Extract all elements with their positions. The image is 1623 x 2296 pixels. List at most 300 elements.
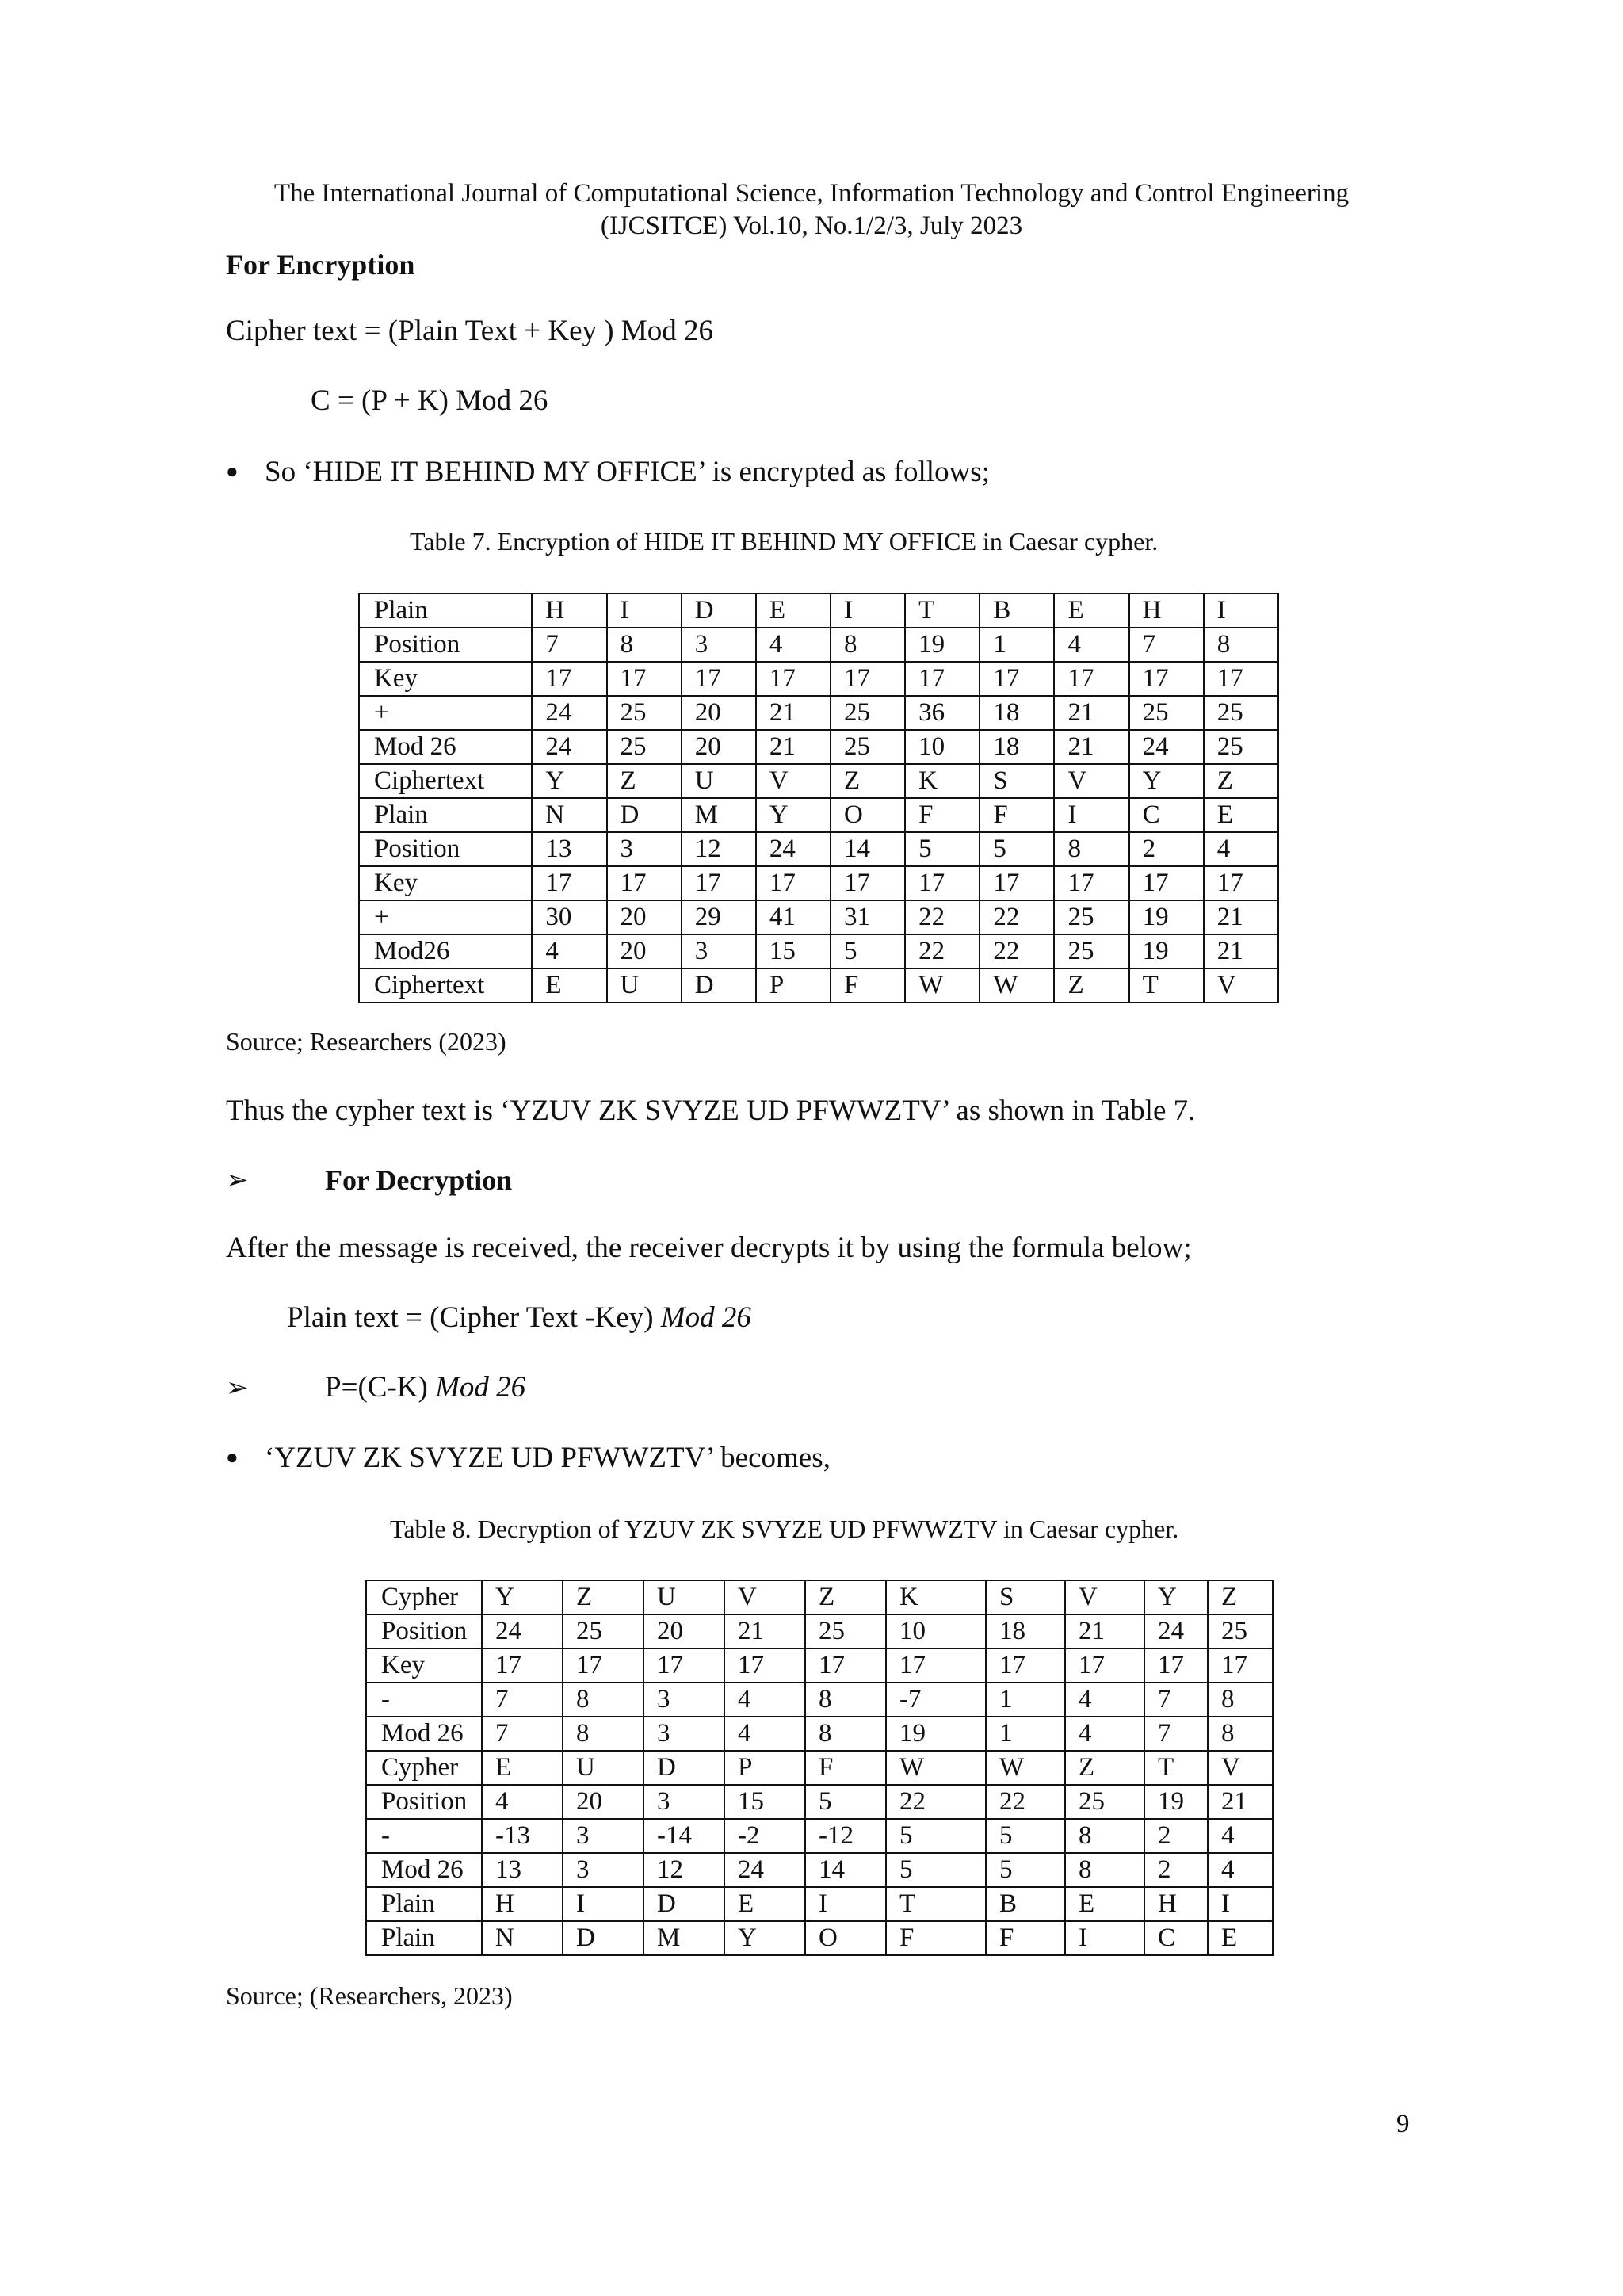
table-cell: 20: [563, 1785, 643, 1819]
table-cell: 8: [563, 1717, 643, 1751]
table-cell: 17: [886, 1648, 986, 1683]
table-row: [359, 900, 1278, 934]
table-cell: F: [986, 1921, 1065, 1955]
table-cell: 4: [1054, 628, 1128, 662]
table-cell: 25: [1054, 934, 1128, 968]
table-cell: 17: [1129, 662, 1204, 696]
table-cell: 21: [1065, 1614, 1144, 1648]
table-cell: 21: [1204, 934, 1278, 968]
table-row: [366, 1614, 1273, 1648]
table-cell: S: [980, 764, 1054, 798]
table-cell: M: [643, 1921, 724, 1955]
table-cell: 3: [563, 1819, 643, 1853]
table-cell: 7: [482, 1717, 563, 1751]
decryption-intro: After the message is received, the receiver decrypts it by using the formula below;: [226, 1232, 1192, 1264]
table-cell: 8: [1208, 1717, 1273, 1751]
table-cell: N: [532, 798, 606, 832]
table-cell: 25: [607, 696, 682, 730]
table-cell: 3: [607, 832, 682, 866]
table-cell: W: [986, 1751, 1065, 1785]
table-cell: 20: [682, 696, 756, 730]
row-label: Mod26: [359, 934, 532, 968]
table-cell: I: [805, 1887, 886, 1921]
table-cell: 20: [643, 1614, 724, 1648]
table-row: [366, 1717, 1273, 1751]
table-cell: 24: [756, 832, 831, 866]
table-cell: 19: [886, 1717, 986, 1751]
encryption-formula-symbolic: C = (P + K) Mod 26: [311, 384, 548, 417]
table-cell: 5: [986, 1853, 1065, 1887]
table-cell: B: [980, 594, 1054, 628]
table-row: [366, 1580, 1273, 1614]
table-cell: 4: [724, 1717, 805, 1751]
row-label: Mod 26: [366, 1853, 482, 1887]
table-cell: 21: [756, 696, 831, 730]
table-cell: -7: [886, 1683, 986, 1717]
table-cell: D: [563, 1921, 643, 1955]
table-cell: 1: [986, 1717, 1065, 1751]
table-cell: 24: [532, 696, 606, 730]
table-cell: 18: [980, 730, 1054, 764]
bullet-icon: ●: [226, 1446, 239, 1469]
table-cell: 4: [482, 1785, 563, 1819]
table-cell: W: [980, 968, 1054, 1003]
table-cell: 2: [1129, 832, 1204, 866]
table-cell: 17: [1054, 662, 1128, 696]
table-cell: I: [1054, 798, 1128, 832]
table-cell: 21: [1054, 730, 1128, 764]
table-row: [359, 594, 1278, 628]
row-label: Plain: [359, 798, 532, 832]
table-cell: W: [905, 968, 980, 1003]
table-cell: 17: [905, 662, 980, 696]
table-cell: T: [1129, 968, 1204, 1003]
table-cell: 19: [905, 628, 980, 662]
table-cell: 18: [980, 696, 1054, 730]
table-cell: 17: [724, 1648, 805, 1683]
table-cell: F: [905, 798, 980, 832]
table-cell: F: [831, 968, 905, 1003]
table-cell: 4: [1208, 1819, 1273, 1853]
table-cell: 4: [724, 1683, 805, 1717]
table-cell: 21: [1054, 696, 1128, 730]
table-cell: 21: [724, 1614, 805, 1648]
result-text: Thus the cypher text is ‘YZUV ZK SVYZE UD PFWWZTV’ as shown in Table 7.: [226, 1095, 1196, 1127]
table-cell: 12: [682, 832, 756, 866]
table-cell: 25: [1065, 1785, 1144, 1819]
table-cell: E: [482, 1751, 563, 1785]
table-cell: 19: [1144, 1785, 1208, 1819]
table-cell: W: [886, 1751, 986, 1785]
table-cell: 15: [756, 934, 831, 968]
table-cell: 17: [643, 1648, 724, 1683]
table-cell: 17: [682, 662, 756, 696]
table-cell: V: [1065, 1580, 1144, 1614]
row-label: Plain: [359, 594, 532, 628]
table-cell: V: [724, 1580, 805, 1614]
row-label: Key: [359, 662, 532, 696]
table-cell: 3: [643, 1717, 724, 1751]
table-row: [359, 662, 1278, 696]
table-cell: T: [1144, 1751, 1208, 1785]
table-cell: Y: [1129, 764, 1204, 798]
table-cell: H: [1129, 594, 1204, 628]
table-cell: D: [643, 1887, 724, 1921]
table-cell: 8: [805, 1683, 886, 1717]
table-row: [366, 1921, 1273, 1955]
table-cell: B: [986, 1887, 1065, 1921]
table-cell: 17: [532, 866, 606, 900]
row-label: Cypher: [366, 1751, 482, 1785]
table-cell: Z: [831, 764, 905, 798]
table8-source: Source; (Researchers, 2023): [226, 1981, 513, 2010]
table-cell: 25: [831, 730, 905, 764]
table-cell: 8: [1204, 628, 1278, 662]
table7: [358, 593, 1279, 1003]
table-cell: 17: [1054, 866, 1128, 900]
table-cell: 17: [1129, 866, 1204, 900]
table-cell: 22: [905, 900, 980, 934]
table-cell: T: [886, 1887, 986, 1921]
decryption-bullet-text: ‘YZUV ZK SVYZE UD PFWWZTV’ becomes,: [265, 1442, 831, 1474]
table-cell: -2: [724, 1819, 805, 1853]
table-cell: 8: [563, 1683, 643, 1717]
table-cell: 30: [532, 900, 606, 934]
decryption-formula-symbolic: [325, 1370, 525, 1404]
table-cell: Z: [1204, 764, 1278, 798]
table-cell: Z: [563, 1580, 643, 1614]
table-cell: 4: [1065, 1717, 1144, 1751]
table-cell: P: [724, 1751, 805, 1785]
table-cell: Z: [1208, 1580, 1273, 1614]
table-row: [359, 934, 1278, 968]
encryption-formula-text: Cipher text = (Plain Text + Key ) Mod 26: [226, 315, 713, 347]
table-cell: 1: [980, 628, 1054, 662]
table-cell: 8: [831, 628, 905, 662]
table-cell: 25: [1204, 730, 1278, 764]
table-cell: 10: [886, 1614, 986, 1648]
table-cell: 14: [805, 1853, 886, 1887]
table-cell: F: [886, 1921, 986, 1955]
table-row: [366, 1785, 1273, 1819]
table-cell: 22: [905, 934, 980, 968]
table-cell: 25: [607, 730, 682, 764]
table-cell: O: [805, 1921, 886, 1955]
table-cell: I: [607, 594, 682, 628]
table-cell: 36: [905, 696, 980, 730]
table-row: [359, 832, 1278, 866]
table-cell: 4: [532, 934, 606, 968]
table-cell: I: [1065, 1921, 1144, 1955]
decryption-formula-text: [287, 1301, 751, 1335]
table-cell: I: [1208, 1887, 1273, 1921]
table-cell: H: [532, 594, 606, 628]
table-row: [366, 1683, 1273, 1717]
bullet-icon: ●: [226, 460, 239, 483]
table-cell: 25: [831, 696, 905, 730]
table-cell: C: [1129, 798, 1204, 832]
table-cell: 31: [831, 900, 905, 934]
table-cell: 22: [986, 1785, 1065, 1819]
table-cell: 4: [756, 628, 831, 662]
encryption-heading: For Encryption: [226, 249, 415, 281]
table-cell: 1: [986, 1683, 1065, 1717]
table-cell: -13: [482, 1819, 563, 1853]
table-cell: 22: [980, 934, 1054, 968]
table-cell: 4: [1065, 1683, 1144, 1717]
table-cell: 17: [607, 866, 682, 900]
table-cell: E: [1065, 1887, 1144, 1921]
table-cell: 17: [831, 866, 905, 900]
table-cell: 19: [1129, 934, 1204, 968]
table-cell: I: [563, 1887, 643, 1921]
table-cell: F: [980, 798, 1054, 832]
row-label: Position: [366, 1614, 482, 1648]
row-label: Ciphertext: [359, 764, 532, 798]
table-cell: D: [682, 594, 756, 628]
table-cell: H: [1144, 1887, 1208, 1921]
table-row: [359, 730, 1278, 764]
table-cell: 3: [643, 1683, 724, 1717]
table-cell: 8: [607, 628, 682, 662]
table-cell: 17: [905, 866, 980, 900]
table-cell: S: [986, 1580, 1065, 1614]
table-cell: 17: [1204, 662, 1278, 696]
row-label: Position: [366, 1785, 482, 1819]
table8: [365, 1580, 1274, 1956]
table-cell: 13: [532, 832, 606, 866]
table-cell: 15: [724, 1785, 805, 1819]
row-label: +: [359, 900, 532, 934]
table-cell: 5: [886, 1819, 986, 1853]
table-cell: 7: [482, 1683, 563, 1717]
table-cell: K: [905, 764, 980, 798]
arrow-bullet-icon: ➢: [226, 1166, 249, 1195]
table-cell: 8: [1054, 832, 1128, 866]
table-cell: Y: [1144, 1580, 1208, 1614]
table-cell: 8: [805, 1717, 886, 1751]
table-cell: 17: [986, 1648, 1065, 1683]
table-cell: 17: [980, 866, 1054, 900]
table-row: [359, 696, 1278, 730]
table-cell: V: [1204, 968, 1278, 1003]
table-cell: 7: [1144, 1683, 1208, 1717]
row-label: Plain: [366, 1887, 482, 1921]
table-cell: 4: [1204, 832, 1278, 866]
row-label: Key: [366, 1648, 482, 1683]
table-cell: 17: [980, 662, 1054, 696]
row-label: Mod 26: [359, 730, 532, 764]
table-cell: E: [532, 968, 606, 1003]
table-cell: D: [643, 1751, 724, 1785]
table-cell: I: [1204, 594, 1278, 628]
journal-header-line2: (IJCSITCE) Vol.10, No.1/2/3, July 2023: [600, 212, 1023, 240]
table-cell: 3: [682, 628, 756, 662]
encryption-bullet-text: So ‘HIDE IT BEHIND MY OFFICE’ is encrypted as follows;: [265, 456, 990, 488]
table-cell: 17: [563, 1648, 643, 1683]
table-cell: 2: [1144, 1853, 1208, 1887]
table-cell: 3: [682, 934, 756, 968]
table-cell: U: [607, 968, 682, 1003]
table-cell: 3: [643, 1785, 724, 1819]
table-cell: Z: [1054, 968, 1128, 1003]
table-cell: 17: [482, 1648, 563, 1683]
table-cell: 17: [831, 662, 905, 696]
table-cell: D: [682, 968, 756, 1003]
table-cell: 25: [1208, 1614, 1273, 1648]
table-cell: 17: [1208, 1648, 1273, 1683]
row-label: -: [366, 1683, 482, 1717]
row-label: +: [359, 696, 532, 730]
table-cell: U: [682, 764, 756, 798]
table-cell: V: [1054, 764, 1128, 798]
row-label: Plain: [366, 1921, 482, 1955]
table-cell: 2: [1144, 1819, 1208, 1853]
page-number: 9: [1396, 2110, 1410, 2138]
table-cell: 24: [482, 1614, 563, 1648]
table-row: [366, 1648, 1273, 1683]
row-label: Ciphertext: [359, 968, 532, 1003]
table7-source: Source; Researchers (2023): [226, 1027, 506, 1056]
table-cell: 8: [1065, 1853, 1144, 1887]
table-cell: 21: [756, 730, 831, 764]
table-cell: 17: [805, 1648, 886, 1683]
table-cell: Z: [607, 764, 682, 798]
table-cell: -12: [805, 1819, 886, 1853]
table-row: [359, 764, 1278, 798]
table-cell: N: [482, 1921, 563, 1955]
table-cell: 8: [1065, 1819, 1144, 1853]
table-cell: K: [886, 1580, 986, 1614]
row-label: Position: [359, 832, 532, 866]
table-cell: 5: [905, 832, 980, 866]
table-cell: E: [756, 594, 831, 628]
table-cell: U: [563, 1751, 643, 1785]
table7-caption: Table 7. Encryption of HIDE IT BEHIND MY OFFICE in Caesar cypher.: [410, 527, 1159, 556]
table-cell: 5: [986, 1819, 1065, 1853]
row-label: Cypher: [366, 1580, 482, 1614]
table-cell: 4: [1208, 1853, 1273, 1887]
table-cell: 18: [986, 1614, 1065, 1648]
decryption-formula-symbolic-prefix: P=(C-K): [325, 1371, 436, 1404]
table-cell: 17: [1144, 1648, 1208, 1683]
table-cell: 17: [607, 662, 682, 696]
table-cell: M: [682, 798, 756, 832]
table-cell: 20: [607, 900, 682, 934]
table-cell: 8: [1208, 1683, 1273, 1717]
table-cell: Z: [1065, 1751, 1144, 1785]
table-cell: T: [905, 594, 980, 628]
table-cell: 22: [980, 900, 1054, 934]
table-row: [359, 866, 1278, 900]
table-cell: Y: [756, 798, 831, 832]
table-cell: 7: [1144, 1717, 1208, 1751]
table-cell: 25: [563, 1614, 643, 1648]
journal-header-line1: The International Journal of Computational Science, Information Technology and Control Engineering: [273, 179, 1350, 208]
table-cell: H: [482, 1887, 563, 1921]
table-cell: 24: [724, 1853, 805, 1887]
table-cell: F: [805, 1751, 886, 1785]
table-cell: 3: [563, 1853, 643, 1887]
table-cell: O: [831, 798, 905, 832]
table-cell: E: [1208, 1921, 1273, 1955]
table-cell: 21: [1208, 1785, 1273, 1819]
table-cell: 25: [1054, 900, 1128, 934]
table-cell: 19: [1129, 900, 1204, 934]
table-cell: 25: [1204, 696, 1278, 730]
table-cell: 22: [886, 1785, 986, 1819]
table-cell: 13: [482, 1853, 563, 1887]
decryption-heading: For Decryption: [325, 1164, 513, 1196]
table-cell: 17: [756, 866, 831, 900]
table-cell: U: [643, 1580, 724, 1614]
table-cell: Z: [805, 1580, 886, 1614]
table-cell: 12: [643, 1853, 724, 1887]
table-cell: Y: [532, 764, 606, 798]
table-cell: 29: [682, 900, 756, 934]
table-cell: 14: [831, 832, 905, 866]
table-cell: E: [1054, 594, 1128, 628]
table-cell: 17: [1065, 1648, 1144, 1683]
table-cell: 17: [1204, 866, 1278, 900]
table-cell: I: [831, 594, 905, 628]
table-cell: D: [607, 798, 682, 832]
table8-caption: Table 8. Decryption of YZUV ZK SVYZE UD PFWWZTV in Caesar cypher.: [390, 1515, 1179, 1543]
table-cell: 20: [682, 730, 756, 764]
table-cell: Y: [724, 1921, 805, 1955]
row-label: -: [366, 1819, 482, 1853]
table-cell: P: [756, 968, 831, 1003]
table-cell: 25: [1129, 696, 1204, 730]
table-cell: 7: [1129, 628, 1204, 662]
table-cell: 24: [1129, 730, 1204, 764]
table-cell: 5: [831, 934, 905, 968]
table-row: [366, 1819, 1273, 1853]
table-cell: -14: [643, 1819, 724, 1853]
table-cell: 17: [532, 662, 606, 696]
table-cell: C: [1144, 1921, 1208, 1955]
table-row: [359, 968, 1278, 1003]
table-cell: E: [724, 1887, 805, 1921]
decryption-formula-symbolic-mod: Mod 26: [435, 1371, 526, 1404]
table-cell: V: [1208, 1751, 1273, 1785]
table-cell: E: [1204, 798, 1278, 832]
table-cell: 17: [756, 662, 831, 696]
table-cell: V: [756, 764, 831, 798]
table-cell: 17: [682, 866, 756, 900]
row-label: Mod 26: [366, 1717, 482, 1751]
table-row: [359, 798, 1278, 832]
table-row: [359, 628, 1278, 662]
table-cell: 41: [756, 900, 831, 934]
table-cell: 7: [532, 628, 606, 662]
table-row: [366, 1751, 1273, 1785]
table-row: [366, 1887, 1273, 1921]
table-cell: 5: [886, 1853, 986, 1887]
row-label: Key: [359, 866, 532, 900]
table-cell: 25: [805, 1614, 886, 1648]
decryption-formula-text-mod: Mod 26: [660, 1301, 751, 1334]
table-cell: 10: [905, 730, 980, 764]
table-cell: Y: [482, 1580, 563, 1614]
table-cell: 21: [1204, 900, 1278, 934]
table-cell: 24: [532, 730, 606, 764]
table-cell: 5: [980, 832, 1054, 866]
decryption-formula-text-prefix: Plain text = (Cipher Text -Key): [287, 1301, 661, 1334]
table-cell: 24: [1144, 1614, 1208, 1648]
arrow-bullet-icon: ➢: [226, 1373, 249, 1403]
table-row: [366, 1853, 1273, 1887]
